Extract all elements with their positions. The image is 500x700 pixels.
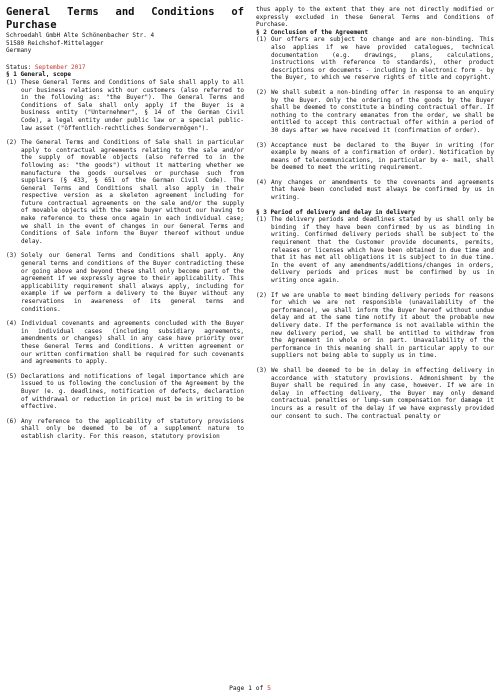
clause <box>6 418 244 441</box>
clause-number: (1) <box>256 36 267 44</box>
clause-number: (5) <box>6 372 17 380</box>
clause-text: Acceptance must be declared to the Buyer in writing (for example by means of a confirmation of order). Notification by means of telecommunications, in particular by e- mail, shall be deemed to meet the writing requirement. <box>271 141 494 172</box>
section-heading: § 1 General, scope <box>6 71 72 79</box>
page-of-label: of <box>255 685 264 692</box>
document-title: General Terms and Conditions of Purchase <box>6 6 244 31</box>
clause-number: (2) <box>256 291 267 299</box>
clause <box>256 179 494 202</box>
clause <box>6 139 244 245</box>
clause-text: Our offers are subject to change and are non-binding. This also applies if we have provided catalogues, technical documentation (e.g. drawings, plans, calculations, instructions with reference to standards), other product descriptions or documents - including in electronic form - by the Buyer, to which we reserve rights of title and copyright. <box>271 36 494 82</box>
address-line: Schroedahl GmbH Alte Schönenbacher Str. 4 <box>6 32 155 39</box>
clause <box>256 367 494 420</box>
clause-number: (6) <box>6 417 17 425</box>
clause-number: (3) <box>256 366 267 374</box>
section-heading: § 2 Conclusion of the Agreement <box>256 28 368 36</box>
clause <box>256 142 494 172</box>
clause-text: The delivery periods and deadlines stated by us shall only be binding if they have been confirmed by us as binding in writing. Confirmed delivery periods shall be subject to the requirement that the Customer provide documents, permits, releases or licenses which have been obtained in due time and that it has met all obligations it is subject to in due time. In the event of any amendments/additions/changes in orders, delivery periods and prices must be confirmed by us in writing once again. <box>271 216 494 284</box>
current-page-number: 1 <box>248 685 252 692</box>
clause-number: (2) <box>6 139 17 147</box>
clause-text: Any reference to the applicability of statutory provisions shall only be deemed to be of a supplement nature to establish clarity. For this reason, statutory provision <box>21 417 244 440</box>
clause-text: If we are unable to meet binding delivery periods for reasons for which we are not responsible (unavailability of the performance), we shall inform the Buyer hereof without undue delay and at the same time notify it about the probable new delivery date. If the performance is not available within the new delivery period, we shall be entitled to withdraw from the Agreement in whole or in part. Unavailability of the performance in this meaning shall in particular apply to our suppliers not being able to supply us in time. <box>271 291 494 360</box>
clause-number: (1) <box>256 216 267 224</box>
total-pages-number: 5 <box>267 685 271 692</box>
clause-text: The General Terms and Conditions of Sale shall in particular apply to contractual agreements relating to the sale and/or the supply of movable objects (also referred to in the following as: "the goods") without it mattering whether we manufacture the goods ourselves or purchase such from suppliers (§ 433, § 651 of the German Civil Code). The General Terms and Conditions shall also apply in their respective version as a skeleton agreement including for future contractual agreements on the sale and/or the supply of movable objects with the same buyer without our having to make reference to these once again in each individual case; we shall in the event of changes in our General Terms and Conditions of Sale inform the Buyer thereof without undue delay. <box>21 139 244 245</box>
status-line <box>6 64 244 72</box>
status-label: Status: <box>6 63 32 71</box>
clause <box>256 292 494 360</box>
clause-text: Solely our General Terms and Conditions shall apply. Any general terms and conditions of the Buyer contradicting these or going above and beyond these shall only become part of the agreement if we expressly agree to their applicability. This applicability requirement shall always apply, including for example if we perform a delivery to the Buyer without any reservations in awareness of its general terms and conditions. <box>21 252 244 313</box>
clause <box>256 36 494 82</box>
clause-number: (3) <box>256 141 267 149</box>
clause-number: (2) <box>256 88 267 96</box>
clause <box>6 79 244 132</box>
clause-text: Individual covenants and agreements concluded with the Buyer in individual cases (including subsidiary agreements, amendments or changes) shall in any case have priority over these General Terms and Conditions. A written agreement or our written confirmation shall be required for such covenants and agreements to apply. <box>21 320 244 366</box>
clause <box>256 89 494 135</box>
clause-text: Any changes or amendments to the covenants and agreements that have been concluded must always be confirmed by us in writing. <box>271 178 494 202</box>
clause-text: Declarations and notifications of legal importance which are issued to us following the conclusion of the Agreement by the Buyer (e. g. deadlines, notification of defects, declaration of withdrawal or reduction in price) must be in writing to be effective. <box>21 372 244 411</box>
clause-text: These General Terms and Conditions of Sale shall apply to all our business relations with our customers (also referred to in the following as: "the Buyer"). The General Terms and Conditions of Sale shall only apply if the Buyer is a business entity ("Unternehmer", § 14 of the German Civil Code), a legal entity under public law or a special public-law asset ("öffentlich-rechtliches Sondervermögen"). <box>21 78 244 132</box>
clause <box>6 373 244 411</box>
clause <box>256 216 494 284</box>
address-line: Germany <box>6 47 32 55</box>
clause-number: (4) <box>256 178 267 186</box>
company-address <box>6 32 244 55</box>
clause-number: (1) <box>6 78 17 86</box>
clause-continuation: thus apply to the extent that they are not directly modified or expressly excluded in these General Terms and Conditions of Purchase. <box>256 6 494 29</box>
clause <box>6 252 244 313</box>
page-footer <box>0 685 500 692</box>
clause-text: We shall submit a non-binding offer in response to an enquiry by the Buyer. Only the ordering of the goods by the Buyer shall be deemed to constitute a binding contractual offer. If nothing to the contrary emanates from the order, we shall be entitled to accept this contractual offer within a period of 30 days after we have received it (confirmation of order). <box>271 88 494 134</box>
right-column <box>256 6 494 682</box>
status-value: September 2017 <box>34 63 86 71</box>
clause-text: We shall be deemed to be in delay in effecting delivery in accordance with statutory provisions. Admonishment by the Buyer shall be required in any case, however. If we are in delay in effecting delivery, the Buyer may only demand contractual penalties or lump-sum compensation for damage it incurs as a result of the delay if we have expressly provided our consent to such. The contractual penalty or <box>271 366 494 420</box>
section-heading: § 3 Period of delivery and delay in delivery <box>256 208 415 216</box>
left-column <box>6 6 244 682</box>
address-line: 51580 Reichshof-Mittelagger <box>6 39 104 47</box>
clause-number: (4) <box>6 320 17 328</box>
two-column-body <box>6 6 494 682</box>
clause <box>6 320 244 366</box>
clause-number: (3) <box>6 252 17 260</box>
page-label: Page <box>229 685 245 692</box>
